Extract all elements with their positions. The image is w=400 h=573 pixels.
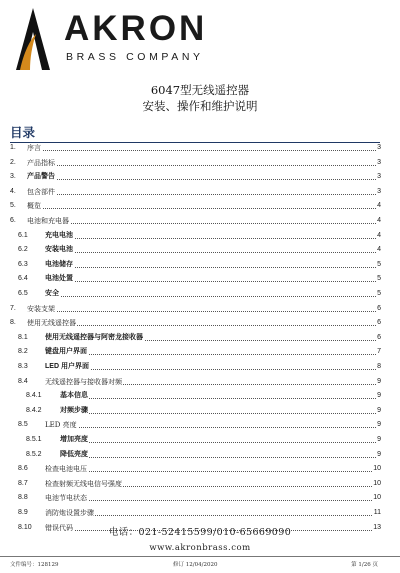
toc-entry-title: 电池处置 <box>45 275 73 283</box>
toc-entry-number: 6.5 <box>18 290 28 297</box>
toc-entry-number: 8.1 <box>18 333 28 341</box>
toc-entry[interactable] <box>0 377 400 387</box>
toc-entry[interactable] <box>0 158 400 168</box>
toc-entry[interactable] <box>0 172 400 182</box>
toc-entry-number: 5. <box>10 202 16 210</box>
toc-entry-number: 6.1 <box>18 231 28 239</box>
contact-website: www.akronbrass.com <box>149 543 251 553</box>
toc-entry-leader <box>45 369 378 370</box>
toc-entry-page: 5 <box>377 290 381 297</box>
brand-name: AKRON <box>64 9 208 48</box>
toc-entry[interactable] <box>0 333 400 343</box>
toc-entry[interactable] <box>0 493 400 503</box>
toc-entry-page: 9 <box>377 436 381 443</box>
toc-entry-page: 6 <box>377 304 381 312</box>
brand-subtitle: BRASS COMPANY <box>66 51 204 63</box>
toc-entry-leader <box>45 427 378 428</box>
toc-entry-title: 安装支架 <box>27 304 55 313</box>
toc-entry-leader <box>60 413 378 414</box>
toc-entry-page: 9 <box>377 392 381 400</box>
toc-heading: 目录 <box>10 126 36 140</box>
toc-entry[interactable] <box>0 289 400 299</box>
toc-entry-leader <box>45 354 378 355</box>
toc-entry[interactable] <box>0 231 400 241</box>
toc-entry[interactable] <box>0 274 400 284</box>
toc-entry-page: 4 <box>377 202 381 210</box>
toc-entry-title: 电池节电状态 <box>45 494 87 503</box>
toc-entry[interactable] <box>0 362 400 372</box>
toc-entry-page: 9 <box>377 450 381 458</box>
toc-entry-title: 使用无线遥控器 <box>27 319 76 328</box>
toc-entry-leader <box>45 238 378 239</box>
toc-entry-page: 8 <box>377 363 381 370</box>
toc-entry-number: 8.4.1 <box>26 392 42 400</box>
toc-entry[interactable] <box>0 216 400 226</box>
toc-entry-title: 对频步骤 <box>60 406 88 414</box>
toc-entry[interactable] <box>0 479 400 489</box>
toc-entry-page: 7 <box>377 348 381 356</box>
toc-entry-title: 检查射频无线电信号强度 <box>45 479 122 488</box>
toc-entry[interactable] <box>0 406 400 416</box>
toc-entry-number: 6. <box>10 217 16 224</box>
toc-entry-title: 安全 <box>45 290 59 297</box>
toc-entry-leader <box>27 165 378 166</box>
toc-entry-number: 8.4.2 <box>26 406 42 414</box>
toc-entry-page: 11 <box>373 509 381 516</box>
toc-entry-number: 8.2 <box>18 348 28 356</box>
toc-entry-title: 使用无线遥控器与阿密龙接收器 <box>45 333 143 341</box>
toc-entry[interactable] <box>0 187 400 197</box>
toc-entry-number: 8. <box>10 319 16 327</box>
footer-revision: 修订 12/04/2020 <box>173 562 218 568</box>
toc-entry-title: 包含部件 <box>27 187 55 196</box>
toc-entry-leader <box>60 457 378 458</box>
toc-entry-leader <box>45 500 378 501</box>
toc-entry-page: 6 <box>377 333 381 341</box>
toc-entry-title: 降低亮度 <box>60 450 88 458</box>
toc-entry-page: 4 <box>377 231 381 239</box>
toc-entry-title: 电池和充电器 <box>27 217 69 225</box>
contact-phone: 电话：021-52415599/010-65669090 <box>108 527 292 538</box>
toc-entry-number: 4. <box>10 187 16 195</box>
toc-entry-title: 消防炮设置步骤 <box>45 509 94 517</box>
page-footer <box>0 559 400 571</box>
footer-document-number: 文件编号：128129 <box>10 562 59 568</box>
toc-entry[interactable] <box>0 304 400 314</box>
toc-entry-page: 13 <box>373 523 381 531</box>
toc-entry-number: 8.5.2 <box>26 450 42 458</box>
footer-rule <box>0 556 400 557</box>
toc-entry-title: 检查电池电压 <box>45 465 87 474</box>
toc-entry[interactable] <box>0 508 400 518</box>
toc-entry-title: 无线遥控器与接收器对频 <box>45 377 122 386</box>
toc-entry-title: 键盘用户界面 <box>45 348 87 356</box>
toc-entry-number: 1. <box>10 144 16 151</box>
toc-entry[interactable] <box>0 143 400 153</box>
toc-entry-page: 6 <box>377 319 381 327</box>
toc-entry-title: LED 亮度 <box>45 421 77 430</box>
document-title: 6047型无线遥控器 <box>150 83 250 97</box>
toc-entry-page: 10 <box>373 494 381 502</box>
toc-entry-leader <box>45 296 378 297</box>
toc-entry-page: 4 <box>377 246 381 254</box>
toc-entry-page: 3 <box>377 158 381 166</box>
toc-entry-title: 基本信息 <box>60 392 88 400</box>
toc-entry[interactable] <box>0 450 400 460</box>
toc-entry-title: 错误代码 <box>45 523 73 532</box>
toc-entry-title: 充电电池 <box>45 231 73 239</box>
toc-entry-title: 概览 <box>27 202 41 211</box>
toc-entry-leader <box>45 281 378 282</box>
toc-entry[interactable] <box>0 245 400 255</box>
toc-entry[interactable] <box>0 347 400 357</box>
toc-entry-number: 8.5 <box>18 421 28 429</box>
toc-entry-number: 6.3 <box>18 260 28 268</box>
toc-entry-title: 增加亮度 <box>60 436 88 443</box>
toc-entry-leader <box>45 267 378 268</box>
toc-entry[interactable] <box>0 435 400 445</box>
toc-entry-page: 5 <box>377 275 381 283</box>
toc-entry-number: 6.4 <box>18 275 28 283</box>
toc-entry-number: 8.10 <box>18 523 32 531</box>
toc-entry-title: 产品指标 <box>27 158 55 167</box>
toc-entry-leader <box>45 252 378 253</box>
toc-entry-number: 8.8 <box>18 494 28 502</box>
document-subtitle: 安装、操作和维护说明 <box>142 99 258 113</box>
toc-entry-title: 电池储存 <box>45 260 73 268</box>
toc-entry-number: 6.2 <box>18 246 28 254</box>
toc-entry-number: 3. <box>10 173 16 181</box>
toc-entry-leader <box>27 179 378 180</box>
toc-entry-page: 9 <box>377 377 381 385</box>
toc-entry[interactable] <box>0 260 400 270</box>
toc-entry-leader <box>27 208 378 209</box>
toc-entry-page: 3 <box>377 144 381 151</box>
toc-entry-leader <box>45 471 378 472</box>
toc-entry-number: 8.7 <box>18 479 28 487</box>
toc-entry-number: 8.6 <box>18 465 28 473</box>
toc-entry-number: 8.3 <box>18 363 28 370</box>
toc-entry-leader <box>27 150 378 151</box>
toc-entry-leader <box>60 442 378 443</box>
toc-entry-page: 4 <box>377 217 381 224</box>
toc-entry-page: 3 <box>377 173 381 181</box>
toc-entry-number: 8.5.1 <box>26 436 42 443</box>
toc-entry-page: 10 <box>373 465 381 473</box>
toc-entry-title: LED 用户界面 <box>45 363 89 370</box>
toc-entry[interactable] <box>0 420 400 430</box>
toc-entry-leader <box>27 325 378 326</box>
toc-entry-title: 产品警告 <box>27 173 55 181</box>
toc-entry[interactable] <box>0 464 400 474</box>
toc-entry-page: 9 <box>377 406 381 414</box>
toc-entry[interactable] <box>0 318 400 328</box>
toc-entry-title: 安装电池 <box>45 246 73 254</box>
toc-entry-page: 9 <box>377 421 381 429</box>
toc-entry[interactable] <box>0 201 400 211</box>
toc-entry-page: 3 <box>377 187 381 195</box>
toc-entry-leader <box>27 194 378 195</box>
toc-entry-leader <box>27 223 378 224</box>
footer-page-number: 第 1/26 页 <box>351 562 378 568</box>
toc-entry-page: 5 <box>377 260 381 268</box>
toc-entry-number: 7. <box>10 304 16 312</box>
toc-entry-number: 2. <box>10 158 16 166</box>
toc-entry-number: 8.4 <box>18 377 28 385</box>
toc-entry-number: 8.9 <box>18 509 28 516</box>
toc-entry-leader <box>60 398 378 399</box>
toc-entry[interactable] <box>0 391 400 401</box>
toc-entry-title: 序言 <box>27 144 41 152</box>
toc-entry-leader <box>27 311 378 312</box>
toc-entry-page: 10 <box>373 479 381 487</box>
